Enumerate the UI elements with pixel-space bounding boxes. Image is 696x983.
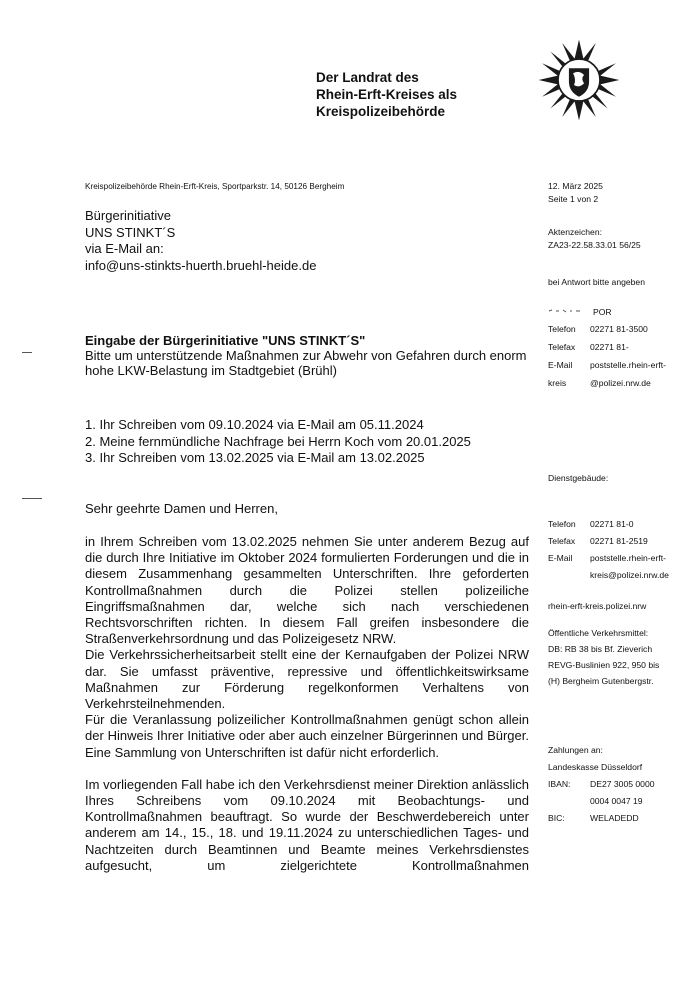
- body-paragraph: Im vorliegenden Fall habe ich den Verkehrsdienst meiner Direktion anlässlich Ihres Schreibens vom 09.10.2024 mit Beobachtungs- und Kontrollmaßnahmen beauftragt. So wurde der Beschwerdebereich unter anderem am 14., 15., 18. und 19.11.2024 zu unterschiedlichen Tages- und Nachtzeiten durch Beamtinnen und Beamte meines Verkehrsdienstes aufgesucht, um zielgerichtete Kontrollmaßnahmen: [85, 776, 529, 873]
- reference-note: bei Antwort bitte angeben: [548, 277, 645, 287]
- body-paragraph: in Ihrem Schreiben vom 13.02.2025 nehmen Sie unter anderem Bezug auf die durch Ihre Initiative im Oktober 2024 formulierten Forderungen und die in diesem Zusammenhang gesammelten Unterschriften. Ihre geforderten Kontrollmaßnahmen durch die Polizei stellen polizeiliche Eingriffsmaßnahmen dar, welche sich nach verschiedenen Rechtsvorschriften richten. In diesem Fall greifen insbesondere die Straßenverkehrsordnung und das Polizeigesetz NRW.: [85, 534, 529, 647]
- transport-label: Öffentliche Verkehrsmittel:: [548, 628, 649, 638]
- building-row: Telefon 02271 81-0: [548, 519, 634, 529]
- transport-block: [548, 627, 659, 688]
- building-row: Telefax 02271 81-2519: [548, 536, 648, 546]
- building-row: kreis@polizei.nrw.de: [590, 570, 669, 580]
- reference-item: 2. Meine fernmündliche Nachfrage bei Herrn Koch vom 20.01.2025: [85, 433, 471, 449]
- payment-row: IBAN: DE27 3005 0000: [548, 779, 655, 789]
- page-indicator: Seite 1 von 2: [548, 194, 599, 204]
- body-paragraph: Die Verkehrssicherheitsarbeit stellt eine der Kernaufgaben der Polizei NRW dar. Sie umfasst präventive, repressive und öffentlichkeitswirksame Maßnahmen zur Förderung regelkonformen Verhaltens von Verkehrsteilnehmenden.: [85, 647, 529, 712]
- reference-item: 1. Ihr Schreiben vom 09.10.2024 via E-Mail am 05.11.2024: [85, 417, 424, 432]
- reference-label: Aktenzeichen:: [548, 227, 602, 237]
- fold-mark: [22, 352, 32, 353]
- transport-line: (H) Bergheim Gutenbergstr.: [548, 676, 654, 686]
- contact-name: POR: [593, 307, 612, 317]
- subject-title: Eingabe der Bürgerinitiative "UNS STINKT´S": [85, 333, 366, 348]
- recipient-line: via E-Mail an:: [85, 241, 164, 256]
- letter-body: [85, 534, 529, 874]
- contact-row: Telefon 02271 81-3500: [548, 324, 648, 334]
- payment-block: [548, 744, 655, 825]
- reference-list: [85, 417, 471, 467]
- building-label: Dienstgebäude:: [548, 473, 609, 483]
- contact-row: E-Mail poststelle.rhein-erft-: [548, 360, 666, 370]
- subject-text: Bitte um unterstützende Maßnahmen zur Abwehr von Gefahren durch enorm hohe LKW-Belastung im Stadtgebiet (Brühl): [85, 348, 527, 378]
- sidebar-date-block: [548, 180, 603, 206]
- reference-value: ZA23-22.58.33.01 56/25: [548, 240, 641, 250]
- contact-row: kreis @polizei.nrw.de: [548, 378, 651, 388]
- building-details: [548, 518, 669, 582]
- building-row: E-Mail poststelle.rhein-erft-: [548, 553, 666, 563]
- letter-date: 12. März 2025: [548, 181, 603, 191]
- police-star-emblem-icon: [537, 38, 621, 122]
- website-link[interactable]: rhein-erft-kreis.polizei.nrw: [548, 601, 647, 611]
- sender-address-line: Kreispolizeibehörde Rhein-Erft-Kreis, Sportparkstr. 14, 50126 Bergheim: [85, 182, 345, 191]
- authority-line: Rhein-Erft-Kreises als: [316, 87, 458, 102]
- recipient-line: UNS STINKT´S: [85, 224, 176, 240]
- authority-line: Der Landrat des: [316, 70, 419, 85]
- redacted-name-mark: [548, 308, 588, 314]
- letter-subject: [85, 333, 532, 378]
- payment-label: Zahlungen an:: [548, 745, 603, 755]
- reference-item: 3. Ihr Schreiben vom 13.02.2025 via E-Mail am 13.02.2025: [85, 450, 425, 465]
- authority-name: [316, 69, 457, 120]
- contact-row: Telefax 02271 81-: [548, 342, 629, 352]
- recipient-address: [85, 208, 316, 274]
- recipient-line: Bürgerinitiative: [85, 208, 171, 223]
- sidebar-reference-block: [548, 226, 641, 252]
- recipient-email[interactable]: info@uns-stinkts-huerth.bruehl-heide.de: [85, 257, 317, 273]
- contact-details: [548, 323, 666, 390]
- body-paragraph: Für die Veranlassung polizeilicher Kontrollmaßnahmen genügt schon allein der Hinweis Ihrer Initiative oder aber auch einzelner Bürgerinnen und Bürger. Eine Sammlung von Unterschriften ist dafür nicht erforderlich.: [85, 712, 529, 760]
- salutation: Sehr geehrte Damen und Herren,: [85, 501, 278, 516]
- transport-line: DB: RB 38 bis Bf. Zieverich: [548, 644, 653, 654]
- payment-bank: Landeskasse Düsseldorf: [548, 762, 643, 772]
- payment-row: BIC: WELADEDD: [548, 813, 639, 823]
- transport-line: REVG-Buslinien 922, 950 bis: [548, 660, 660, 670]
- authority-line: Kreispolizeibehörde: [316, 104, 446, 119]
- payment-row: 0004 0047 19: [590, 796, 643, 806]
- punch-mark: [22, 498, 42, 499]
